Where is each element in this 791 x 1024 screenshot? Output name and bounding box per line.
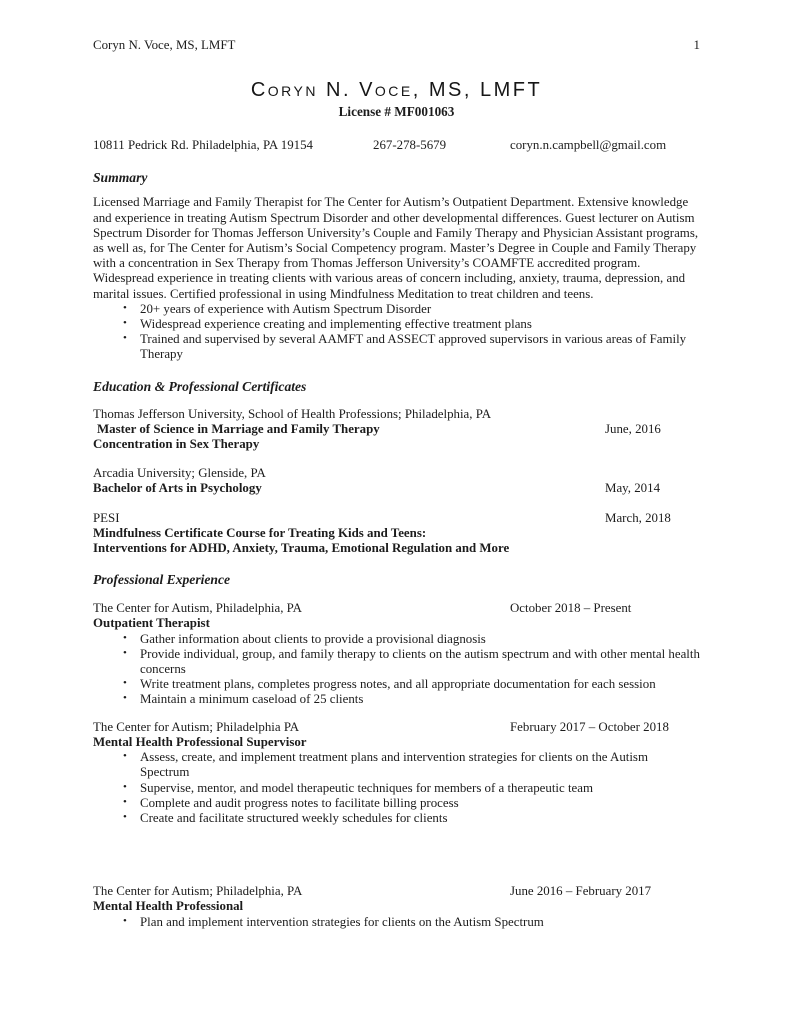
job-date: June 2016 – February 2017 [510,884,652,899]
degree-text: Master of Science in Marriage and Family Therapy [97,421,380,436]
degree-text: Mindfulness Certificate Course for Treating Kids and Teens: [93,525,427,540]
institution-text: Arcadia University; Glenside, PA [93,466,266,481]
summary-heading: Summary [93,170,148,186]
education-entry [93,466,700,496]
job-employer-line [93,720,700,735]
page-number: 1 [693,38,700,52]
job-title-line [93,616,700,631]
degree-text: Bachelor of Arts in Psychology [93,481,262,496]
education-degree-line [93,526,700,541]
job-bullet: • Provide individual, group, and family therapy to clients on the autism spectrum and with other mental health concerns [93,647,700,677]
summary-bullet: • 20+ years of experience with Autism Spectrum Disorder [93,302,700,317]
education-date: March, 2018 [605,510,671,525]
contact-phone: 267-278-5679 [373,138,447,153]
education-degree-line [93,437,700,452]
job-employer-line [93,884,700,899]
education-degree-line [93,481,700,496]
experience-heading: Professional Experience [93,572,231,588]
job-employer-line [93,601,700,616]
education-institution [93,511,700,526]
education-date: June, 2016 [605,421,661,436]
job-bullet-list [93,750,700,826]
education-degree-line [93,422,700,437]
job-title-line [93,899,700,914]
contact-row [93,138,700,153]
license-number: License # MF001063 [338,104,455,120]
job-date: February 2017 – October 2018 [510,719,669,734]
summary-paragraph: Licensed Marriage and Family Therapist for The Center for Autism’s Outpatient Department. Extensive knowledge and experience in treating Autism Spectrum Disorder and other developmental differences. Guest lecturer on Autism Spectrum Disorder for Thomas Jefferson University’s Couple and Family Therapy and Physician Assistant programs, as well as, for The Center for Autism’s Social Competency program. Master’s Degree in Couple and Family Therapy with a concentration in Sex Therapy from Thomas Jefferson University’s COAMFTE accredited program. Widespread experience in treating clients with various areas of concern including, anxiety, trauma, depression, and marital issues. Certified professional in using Mindfulness Meditation to treat children and teens. [93,195,699,301]
education-entry [93,511,700,557]
resume-title-name: Coryn N. Voce, MS, LMFT [250,79,543,102]
education-date: May, 2014 [605,481,661,496]
job-title-text: Mental Health Professional Supervisor [93,734,307,749]
job-date: October 2018 – Present [510,601,632,616]
job-bullet: • Create and facilitate structured weekly schedules for clients [93,811,700,826]
job-title-text: Outpatient Therapist [93,616,210,631]
running-header [93,38,700,53]
job-bullet: • Gather information about clients to provide a provisional diagnosis [93,632,700,647]
experience-job [93,720,700,826]
education-institution [93,466,700,481]
running-header-name: Coryn N. Voce, MS, LMFT [93,38,236,52]
employer-text: The Center for Autism, Philadelphia, PA [93,601,302,616]
degree-text: Concentration in Sex Therapy [93,437,260,452]
job-bullet: • Complete and audit progress notes to facilitate billing process [93,796,700,811]
education-heading: Education & Professional Certificates [93,378,307,394]
job-bullet-list [93,632,700,708]
experience-job [93,884,700,930]
job-title-text: Mental Health Professional [93,899,244,914]
job-bullet: • Maintain a minimum caseload of 25 clients [93,692,700,707]
employer-text: The Center for Autism; Philadelphia PA [93,719,300,734]
education-entry [93,407,700,453]
job-bullet: • Supervise, mentor, and model therapeutic techniques for members of a therapeutic team [93,781,700,796]
summary-bullet: • Widespread experience creating and implementing effective treatment plans [93,317,700,332]
institution-text: PESI [93,510,120,525]
job-bullet: • Assess, create, and implement treatment plans and intervention strategies for clients on the Autism Spectrum [93,750,700,780]
degree-text: Interventions for ADHD, Anxiety, Trauma, Emotional Regulation and More [93,541,510,556]
job-bullet-list [93,915,700,930]
contact-email: coryn.n.campbell@gmail.com [510,138,667,153]
education-institution [93,407,700,422]
employer-text: The Center for Autism; Philadelphia, PA [93,884,303,899]
education-degree-line [93,541,700,556]
summary-bullet: • Trained and supervised by several AAMFT and ASSECT approved supervisors in various areas of Family Therapy [93,332,700,362]
job-title-line [93,735,700,750]
summary-bullet-list [93,302,700,363]
institution-text: Thomas Jefferson University, School of Health Professions; Philadelphia, PA [93,406,492,421]
job-bullet: • Plan and implement intervention strategies for clients on the Autism Spectrum [93,915,700,930]
experience-job [93,601,700,707]
job-bullet: • Write treatment plans, completes progress notes, and all appropriate documentation for each session [93,677,700,692]
contact-address: 10811 Pedrick Rd. Philadelphia, PA 19154 [93,138,313,153]
